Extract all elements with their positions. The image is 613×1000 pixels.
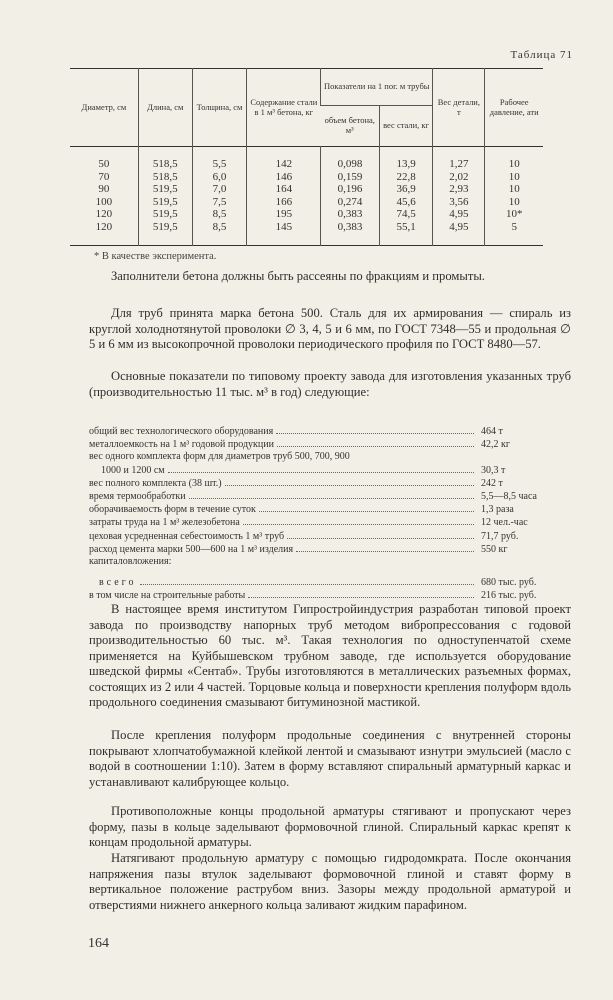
- paragraph-reinforcement: Для труб принята марка бетона 500. Сталь для их армирования — спираль из круглой холоднотянутой проволоки ∅ 3, 4, 5 и 6 мм, по ГОСТ 7348—55 и продольная ∅ 5 и 6 мм из высокопрочной проволоки периодического профиля по ГОСТ 8480—57.: [89, 306, 571, 351]
- spec-label: капиталовложения:: [89, 556, 172, 568]
- page-number: 164: [88, 936, 109, 951]
- cell: 100: [95, 195, 113, 208]
- list-item: [89, 464, 571, 477]
- cell: 7,5: [192, 196, 247, 209]
- list-item: [89, 556, 571, 568]
- cell: 519,5: [138, 183, 192, 196]
- table-row: [70, 208, 543, 221]
- table-row: [70, 196, 543, 209]
- cell: 10: [485, 196, 543, 209]
- list-item: [89, 438, 571, 451]
- cell: 0,196: [321, 183, 380, 196]
- cell: 45,6: [379, 196, 432, 209]
- cell: 3,56: [433, 196, 485, 209]
- cell: 22,8: [379, 171, 432, 184]
- cell: 36,9: [379, 183, 432, 196]
- cell: 145: [247, 221, 321, 246]
- cell: 10: [485, 147, 543, 171]
- cell: 13,9: [379, 147, 432, 171]
- cell: 519,5: [138, 208, 192, 221]
- cell: 0,383: [321, 221, 380, 246]
- header-pressure: Рабочее давление, ати: [485, 69, 543, 147]
- spec-value: 30,3 т: [481, 464, 506, 476]
- cell: 10: [485, 171, 543, 184]
- list-item: [89, 490, 571, 503]
- spec-label: вес одного комплекта форм для диаметров труб 500, 700, 900: [89, 451, 350, 463]
- cell: 518,5: [138, 147, 192, 171]
- table-caption: Таблица 71: [510, 49, 573, 61]
- cell: 120: [95, 208, 113, 220]
- cell: 90: [98, 183, 110, 195]
- header-part-weight: Вес детали, т: [433, 69, 485, 147]
- spec-label: вес полного комплекта (38 шт.): [89, 477, 222, 489]
- spec-label: металлоемкость на 1 м³ годовой продукции: [89, 439, 274, 451]
- spec-value: 5,5—8,5 часа: [481, 491, 537, 503]
- list-item: [89, 589, 571, 602]
- list-item: [89, 503, 571, 516]
- paragraph-tensioning: Натягивают продольную арматуру с помощью гидродомкрата. После окончания напряжения пазы втулок заделывают формовочной глиной и ставят форму в вертикальное положение раструбом вниз. Зазоры между продольной арматурой и отверстиями нижнего анкерного кольца заливают жидким парафином.: [89, 851, 571, 912]
- header-steel-weight: вес стали, кг: [379, 106, 432, 147]
- table-row: [70, 147, 543, 171]
- table-footnote: * В качестве эксперимента.: [94, 251, 217, 262]
- header-diameter: Диаметр, см: [81, 101, 127, 112]
- list-item: [89, 451, 571, 463]
- cell: 8,5: [192, 221, 247, 246]
- spec-label: оборачиваемость форм в течение суток: [89, 504, 256, 516]
- table-row: [70, 221, 543, 246]
- cell: 2,93: [433, 183, 485, 196]
- cell: 4,95: [433, 221, 485, 246]
- cell: 166: [247, 196, 321, 209]
- spec-value: 12 чел.-час: [481, 517, 528, 529]
- list-item: [89, 576, 571, 589]
- spec-label: в том числе на строительные работы: [89, 590, 246, 602]
- cell: 5: [485, 221, 543, 246]
- header-length: Длина, см: [138, 69, 192, 147]
- spec-value: 464 т: [481, 426, 503, 437]
- paragraph-vibropressing: В настоящее время институтом Гипростройиндустрия разработан типовой проект завода по производству напорных труб методом вибропрессования с годовой производительностью 60 тыс. м³. Такая технология по одноступенчатой схеме применяется на Куйбышевском трубном заводе, где используется оборудование шведской фирмы «Сентаб». Трубы изготовляются в металлических разъемных формах, состоящих из 2 или 4 частей. Торцовые кольца и поверхности крепления полуформ вдоль продольного соединения смазывают битуминозной мастикой.: [89, 602, 571, 709]
- cell: 4,95: [433, 208, 485, 221]
- cell: 8,5: [192, 208, 247, 221]
- cell: 0,159: [321, 171, 380, 184]
- cell: 2,02: [433, 171, 485, 184]
- cell: 0,098: [321, 147, 380, 171]
- cell: 6,0: [192, 171, 247, 184]
- spec-value: 1,3 раза: [481, 504, 514, 516]
- cell: 120: [95, 220, 113, 233]
- list-item: [89, 477, 571, 490]
- spec-label: всего: [99, 577, 137, 589]
- spec-value: 71,7 руб.: [481, 530, 519, 542]
- cell: 142: [247, 147, 321, 171]
- cell: 5,5: [192, 147, 247, 171]
- cell: 146: [247, 171, 321, 184]
- cell: 0,383: [321, 208, 380, 221]
- spec-value: 42,2 кг: [481, 439, 510, 451]
- spec-label: цеховая усредненная себестоимость 1 м³ труб: [89, 530, 285, 542]
- cell: 70: [98, 170, 110, 183]
- cell: 164: [247, 183, 321, 196]
- paragraph-reinforcement-ends: Противоположные концы продольной арматуры стягивают и пропускают через форму, пазы в кольце заделывают формовочной глиной. Спиральный каркас крепят к концам продольной арматуры.: [89, 804, 571, 849]
- cell: 74,5: [379, 208, 432, 221]
- paragraph-indicators-intro: Основные показатели по типовому проекту завода для изготовления указанных труб (производительностью 11 тыс. м³ в год) следующие:: [89, 369, 571, 399]
- header-thickness: Толщина, см: [192, 69, 247, 147]
- cell: 10: [485, 183, 543, 196]
- spec-list: [89, 425, 571, 603]
- list-item: [89, 530, 571, 543]
- spec-value: 680 тыс. руб.: [481, 577, 537, 589]
- cell: 195: [247, 208, 321, 221]
- table-row: [70, 183, 543, 196]
- cell: 1,27: [433, 147, 485, 171]
- cell: 55,1: [379, 221, 432, 246]
- spec-label: расход цемента марки 500—600 на 1 м³ изделия: [89, 543, 294, 555]
- spec-value: 550 кг: [481, 543, 508, 555]
- header-concrete-volume: объем бетона, м³: [321, 106, 380, 147]
- cell: 518,5: [138, 171, 192, 184]
- spec-label: 1000 и 1200 см: [101, 464, 165, 476]
- list-item: [89, 516, 571, 529]
- header-indicators-group: Показатели на 1 пог. м трубы: [321, 69, 433, 106]
- spec-label: затраты труда на 1 м³ железобетона: [89, 517, 240, 529]
- pipe-parameters-table: [70, 68, 543, 246]
- list-item: [89, 425, 571, 438]
- cell: 519,5: [138, 196, 192, 209]
- spec-value: 242 т: [481, 477, 503, 489]
- paragraph-assembly: После крепления полуформ продольные соединения с внутренней стороны покрывают хлопчатобумажной клейкой лентой и смазывают изнутри эмульсией (масло с водой в соотношении 1:10). Затем в форму вставляют спиральный арматурный каркас и устанавливают калибрующее кольцо.: [89, 728, 571, 789]
- cell: 0,274: [321, 196, 380, 209]
- cell: 7,0: [192, 183, 247, 196]
- list-item: [89, 543, 571, 556]
- cell: 519,5: [138, 221, 192, 246]
- spec-value: 216 тыс. руб.: [481, 590, 537, 602]
- spec-label: общий вес технологического оборудования: [89, 426, 274, 437]
- spec-label: время термообработки: [89, 491, 186, 503]
- paragraph-aggregates: Заполнители бетона должны быть рассеяны по фракциям и промыты.: [111, 269, 485, 283]
- table-row: [70, 171, 543, 184]
- cell: 10*: [485, 208, 543, 221]
- cell: 50: [98, 158, 110, 170]
- header-steel-content: Содержание стали в 1 м³ бетона, кг: [247, 69, 321, 147]
